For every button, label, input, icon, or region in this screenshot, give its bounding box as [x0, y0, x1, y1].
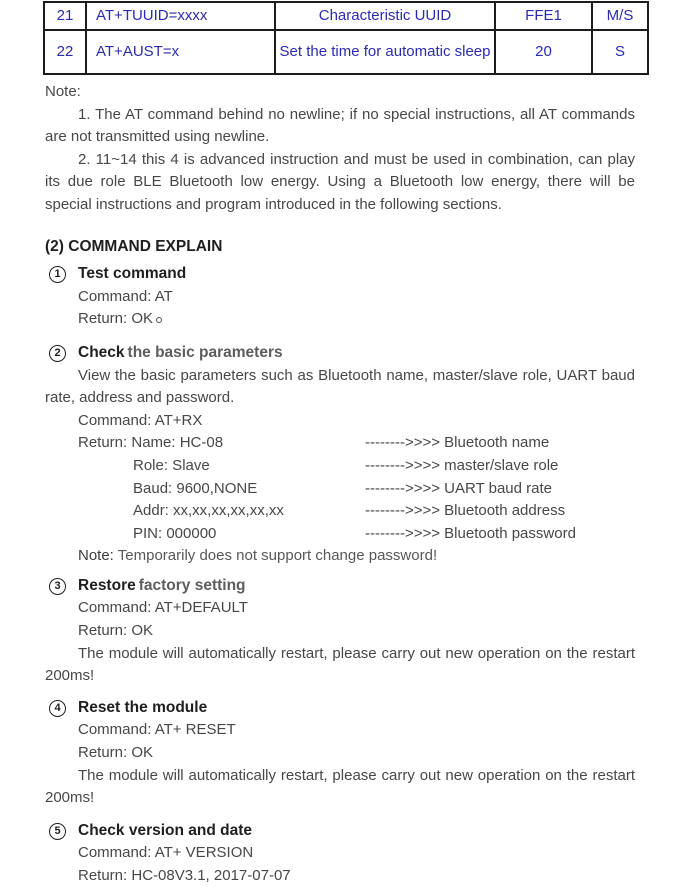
section-title-secondary: the basic parameters	[127, 343, 283, 361]
return-comment: -------->>>> Bluetooth name	[365, 434, 550, 452]
cell-value: 20	[495, 30, 592, 74]
section-note-label: Note:	[78, 547, 114, 565]
section-title: Reset the module	[78, 698, 208, 716]
section-paragraph-line: View the basic parameters such as Bluetooth name, master/slave role, UART baud	[78, 366, 635, 384]
section-paragraph-line: The module will automatically restart, please carry out new operation on the restart	[78, 644, 635, 662]
section-note-text: Temporarily does not support change password!	[117, 547, 438, 565]
table-row	[44, 2, 648, 30]
section-test-command	[45, 263, 635, 331]
circled-number-icon: 3	[49, 578, 66, 595]
section-title: Test command	[78, 265, 187, 283]
section-title: Restore	[78, 576, 136, 594]
return-comment: -------->>>> Bluetooth address	[365, 502, 566, 520]
command-line: Command: AT	[78, 287, 173, 305]
note-item-2-line: its due role BLE Bluetooth low energy. Using a Bluetooth low energy, there will be	[45, 173, 635, 191]
return-row	[78, 523, 635, 546]
section-paragraph-line: 200ms!	[45, 667, 95, 685]
command-line: Command: AT+ VERSION	[78, 844, 254, 862]
command-line: Command: AT+ RESET	[78, 721, 236, 739]
return-row	[78, 478, 635, 501]
return-row	[78, 432, 635, 455]
return-line: Return: HC-08V3.1, 2017-07-07	[78, 867, 291, 884]
return-field: Return: Name: HC-08	[78, 434, 224, 452]
section-title: Check	[78, 343, 125, 361]
ideographic-period-glyph	[156, 317, 162, 323]
cell-description: Characteristic UUID	[275, 2, 495, 30]
section-paragraph-line: rate, address and password.	[45, 389, 235, 407]
return-field: Baud: 9600,NONE	[133, 479, 258, 497]
cell-number: 22	[44, 30, 86, 74]
cell-description: Set the time for automatic sleep	[275, 30, 495, 74]
cell-number: 21	[44, 2, 86, 30]
section-heading	[49, 820, 635, 843]
return-comment: -------->>>> UART baud rate	[365, 479, 553, 497]
section-heading	[49, 263, 635, 286]
return-field: Addr: xx,xx,xx,xx,xx,xx	[133, 502, 284, 520]
return-row	[78, 500, 635, 523]
return-line: Return: OK	[78, 744, 154, 762]
section-title: Check version and date	[78, 821, 253, 839]
circled-number-icon: 1	[49, 266, 66, 283]
note-item-1-line: are not transmitted using newline.	[45, 128, 270, 146]
return-field: Role: Slave	[133, 456, 210, 474]
return-line: Return: OK	[78, 622, 154, 640]
circled-number-icon: 4	[49, 700, 66, 717]
command-line: Command: AT+RX	[78, 411, 203, 429]
table-row	[44, 30, 648, 74]
note-item-1-line: 1. The AT command behind no newline; if no special instructions, all AT commands	[78, 105, 635, 123]
command-explain-heading: (2) COMMAND EXPLAIN	[45, 237, 223, 255]
section-check-basic-parameters	[45, 342, 635, 568]
section-title-secondary: factory setting	[138, 576, 246, 594]
return-field: PIN: 000000	[133, 524, 217, 542]
note-item-2-line: special instructions and program introduced in the following sections.	[45, 195, 502, 213]
note-label: Note:	[45, 83, 81, 100]
section-note	[78, 545, 635, 568]
section-restore-factory-setting	[45, 575, 635, 688]
cell-role: M/S	[592, 2, 648, 30]
section-check-version-and-date	[45, 820, 635, 888]
note-block	[45, 81, 635, 217]
cell-command: AT+AUST=x	[86, 30, 275, 74]
section-reset-the-module	[45, 697, 635, 810]
return-text: Return: OK	[78, 310, 154, 328]
cell-value: FFE1	[495, 2, 592, 30]
circled-number-icon: 5	[49, 823, 66, 840]
cell-command: AT+TUUID=xxxx	[86, 2, 275, 30]
section-heading	[49, 697, 635, 720]
note-item-2-line: 2. 11~14 this 4 is advanced instruction and must be used in combination, can play	[78, 150, 635, 168]
cell-role: S	[592, 30, 648, 74]
return-comment: -------->>>> Bluetooth password	[365, 524, 576, 542]
command-line: Command: AT+DEFAULT	[78, 599, 248, 617]
circled-number-icon: 2	[49, 345, 66, 362]
at-command-table	[43, 1, 649, 75]
return-line	[78, 308, 635, 331]
return-comment: -------->>>> master/slave role	[365, 456, 559, 474]
section-heading	[49, 342, 635, 365]
page-content	[0, 81, 675, 888]
section-paragraph-line: 200ms!	[45, 789, 95, 807]
section-heading	[49, 575, 635, 598]
section-paragraph-line: The module will automatically restart, please carry out new operation on the restart	[78, 766, 635, 784]
return-row	[78, 455, 635, 478]
